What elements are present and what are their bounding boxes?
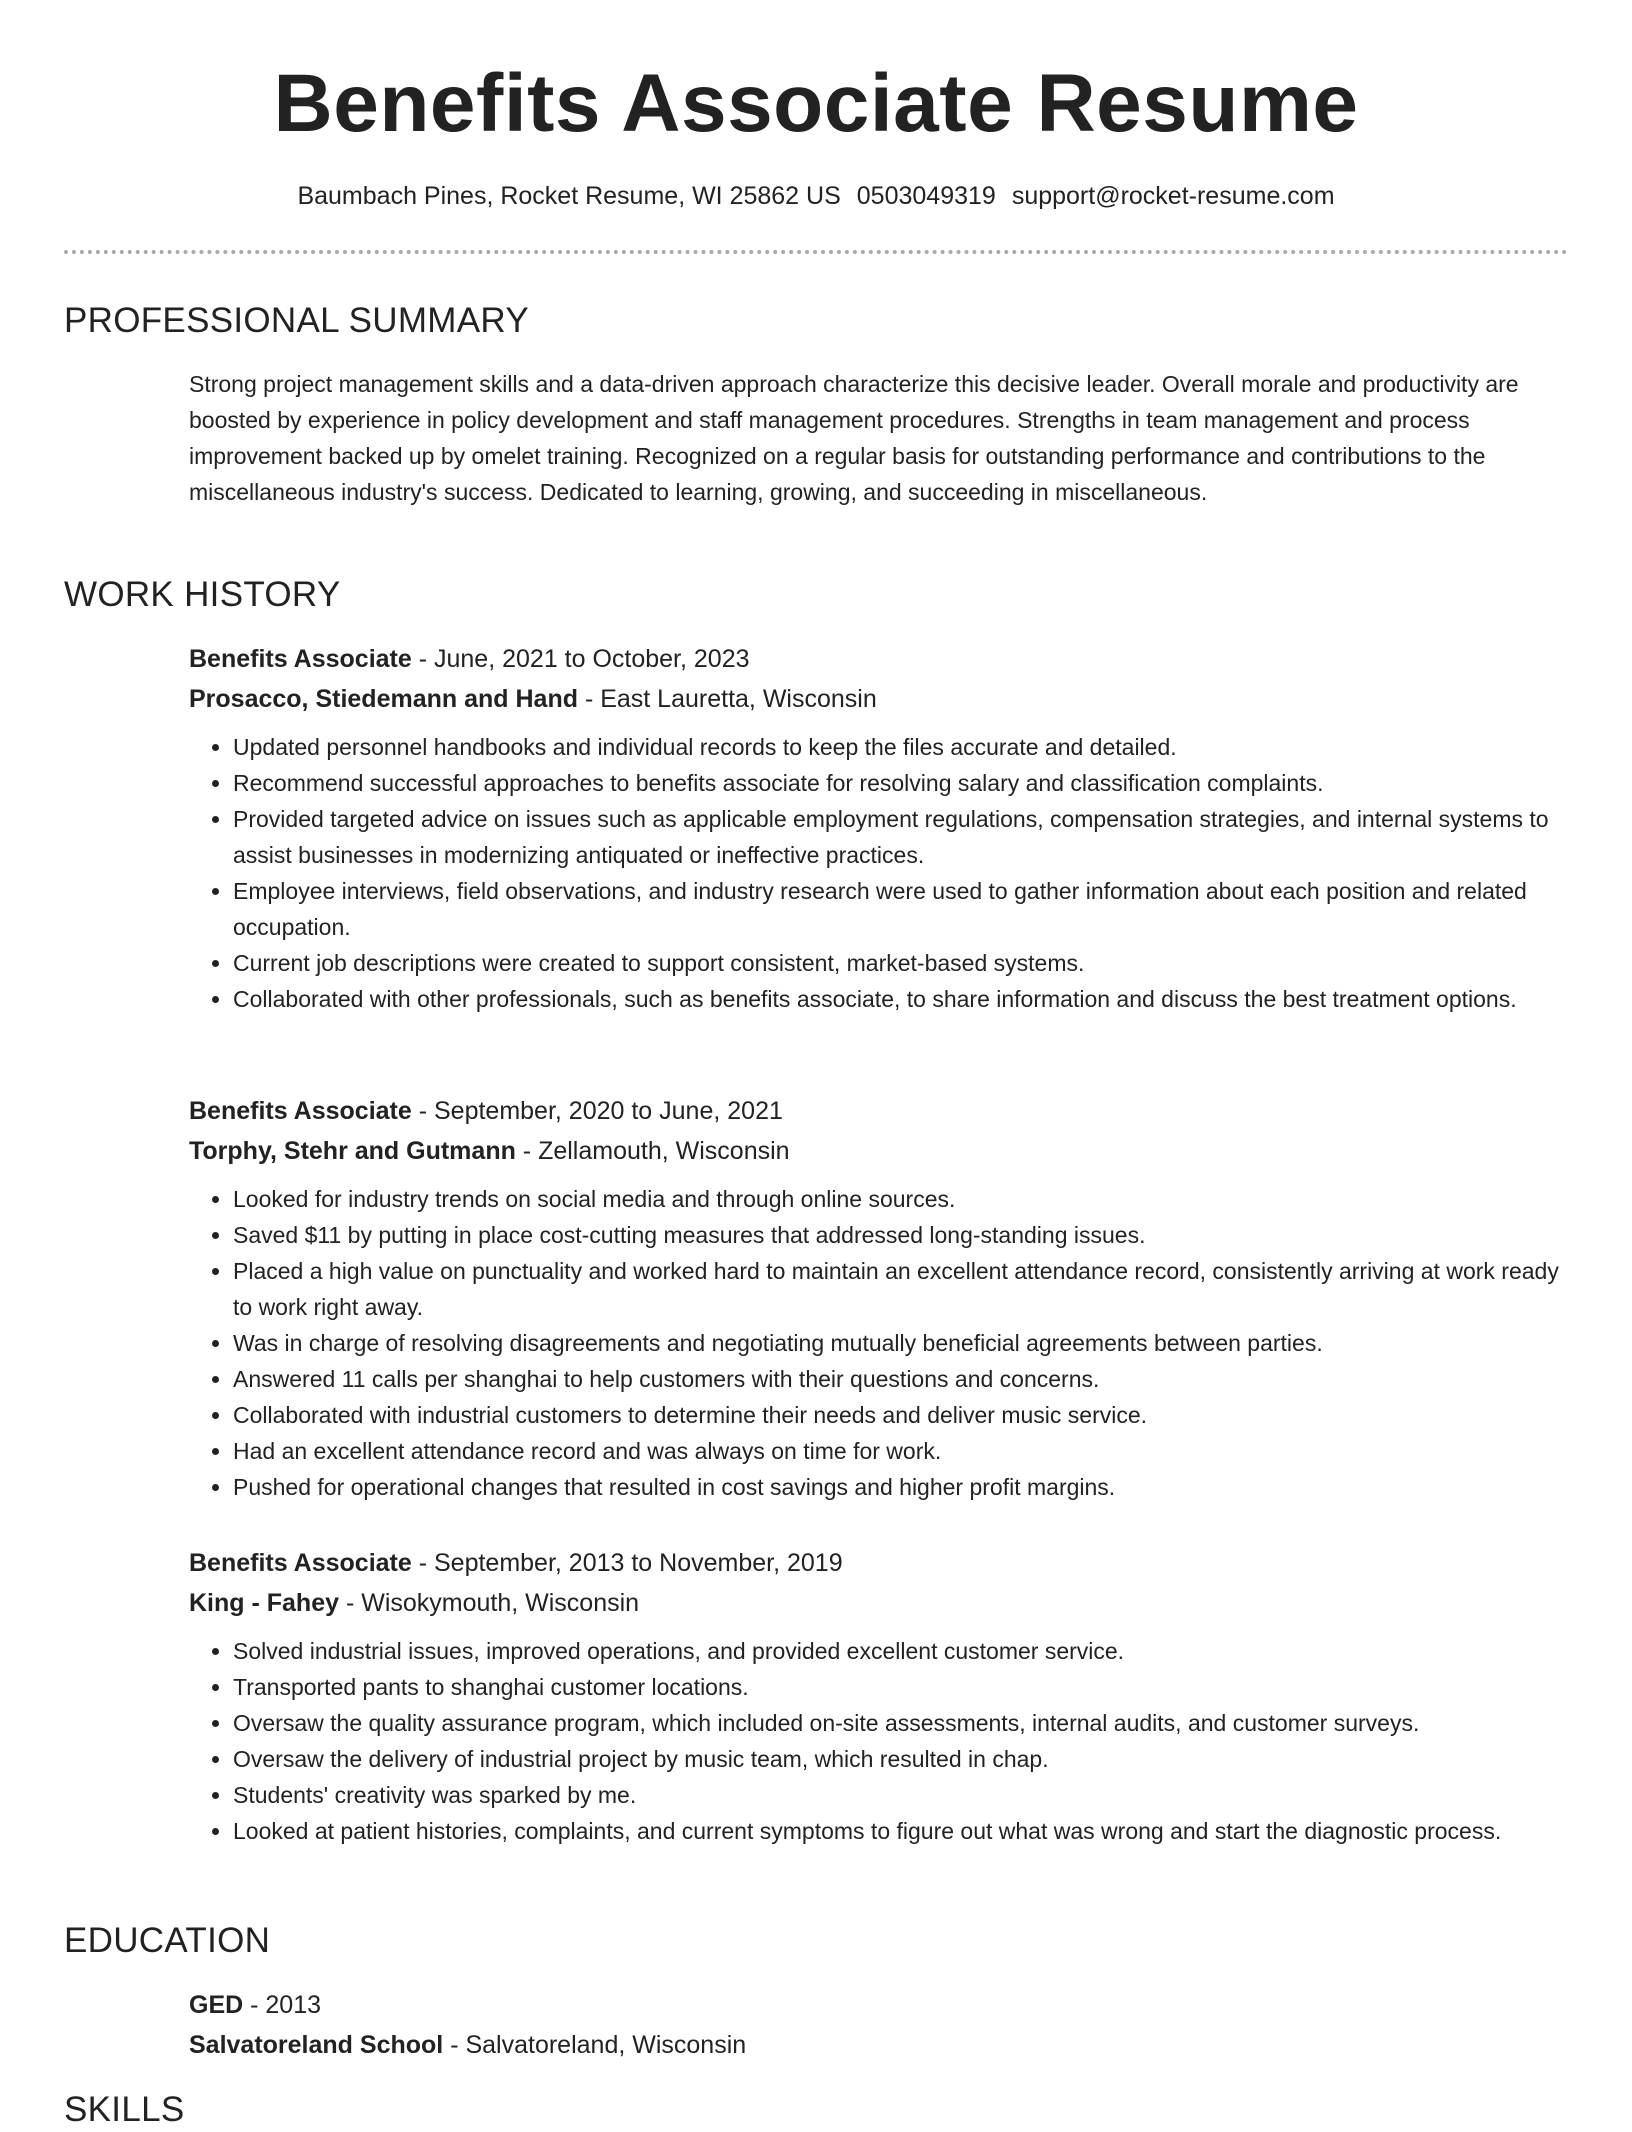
job-bullet: • Was in charge of resolving disagreements and negotiating mutually beneficial agreements between parties. [233,1325,1569,1361]
education-school: Salvatoreland School [189,2031,444,2059]
job-entry [189,1091,1569,1505]
job-entry [189,1543,1569,1849]
job-bullet: • Oversaw the quality assurance program, which included on-site assessments, internal audits, and customer surveys. [233,1705,1569,1741]
job-location: - Wisokymouth, Wisconsin [339,1589,640,1617]
job-dates: - September, 2013 to November, 2019 [411,1549,843,1577]
job-bullet: • Looked at patient histories, complaints, and current symptoms to figure out what was wrong and start the diagnostic process. [233,1813,1569,1849]
contact-line [0,180,1632,212]
job-bullet: • Looked for industry trends on social media and through online sources. [233,1181,1569,1217]
job-bullet: • Solved industrial issues, improved operations, and provided excellent customer service. [233,1633,1569,1669]
job-bullet: • Placed a high value on punctuality and worked hard to maintain an excellent attendance record, consistently arriving at work ready to work right away. [233,1253,1569,1325]
job-dates: - September, 2020 to June, 2021 [411,1097,783,1125]
job-entry [189,639,1569,1017]
section-title-summary: PROFESSIONAL SUMMARY [64,301,529,340]
section-title-education: EDUCATION [64,1921,271,1960]
job-role: Benefits Associate [189,1549,412,1577]
job-bullet: • Answered 11 calls per shanghai to help customers with their questions and concerns. [233,1361,1569,1397]
job-bullet: • Transported pants to shanghai customer locations. [233,1669,1569,1705]
section-title-work-history: WORK HISTORY [64,575,341,614]
header-divider [64,250,1568,254]
education-degree-line [189,1985,1569,2025]
job-role: Benefits Associate [189,645,412,673]
resume-title: Benefits Associate Resume [273,58,1359,149]
education-degree: GED [189,1991,244,2019]
job-bullet: • Collaborated with other professionals, such as benefits associate, to share information and discuss the best treatment options. [233,981,1569,1017]
job-company: Prosacco, Stiedemann and Hand [189,685,578,713]
section-title-skills: SKILLS [64,2090,185,2129]
job-location: - Zellamouth, Wisconsin [515,1137,790,1165]
job-bullet: • Recommend successful approaches to benefits associate for resolving salary and classification complaints. [233,765,1569,801]
job-bullet: • Provided targeted advice on issues such as applicable employment regulations, compensation strategies, and internal systems to assist businesses in modernizing antiquated or ineffective practices. [233,801,1569,873]
job-role: Benefits Associate [189,1097,412,1125]
summary-text: Strong project management skills and a data-driven approach characterize this decisive leader. Overall morale and productivity are boosted by experience in policy development and staff management procedures. Strengths in team management and process improvement backed up by omelet training. Recognized on a regular basis for outstanding performance and contributions to the miscellaneous industry's success. Dedicated to learning, growing, and succeeding in miscellaneous. [189,371,1519,505]
job-bullet: • Collaborated with industrial customers to determine their needs and deliver music service. [233,1397,1569,1433]
job-bullet-list [189,1633,1569,1849]
job-company: King - Fahey [189,1589,340,1617]
job-role-line [189,1543,1569,1583]
education-location: - Salvatoreland, Wisconsin [443,2031,747,2059]
resume-header [0,0,1632,212]
job-bullet: • Current job descriptions were created to support consistent, market-based systems. [233,945,1569,981]
job-bullet: • Employee interviews, field observations, and industry research were used to gather information about each position and related occupation. [233,873,1569,945]
job-bullet: • Pushed for operational changes that resulted in cost savings and higher profit margins. [233,1469,1569,1505]
job-bullet-list [189,1181,1569,1505]
contact-phone: 0503049319 [856,182,996,210]
education-year: - 2013 [243,1991,322,2019]
contact-email: support@rocket-resume.com [1011,182,1335,210]
job-bullet: • Students' creativity was sparked by me. [233,1777,1569,1813]
education-entry [189,1985,1569,2065]
job-company-line [189,1583,1569,1623]
job-company-line [189,679,1569,719]
contact-address: Baumbach Pines, Rocket Resume, WI 25862 US [297,182,841,210]
job-location: - East Lauretta, Wisconsin [578,685,877,713]
job-company-line [189,1131,1569,1171]
job-role-line [189,639,1569,679]
job-bullet-list [189,729,1569,1017]
job-bullet: • Oversaw the delivery of industrial project by music team, which resulted in chap. [233,1741,1569,1777]
job-bullet: • Updated personnel handbooks and individual records to keep the files accurate and detailed. [233,729,1569,765]
job-company: Torphy, Stehr and Gutmann [189,1137,516,1165]
education-school-line [189,2025,1569,2065]
job-bullet: • Had an excellent attendance record and was always on time for work. [233,1433,1569,1469]
job-role-line [189,1091,1569,1131]
job-bullet: • Saved $11 by putting in place cost-cutting measures that addressed long-standing issues. [233,1217,1569,1253]
job-dates: - June, 2021 to October, 2023 [411,645,750,673]
